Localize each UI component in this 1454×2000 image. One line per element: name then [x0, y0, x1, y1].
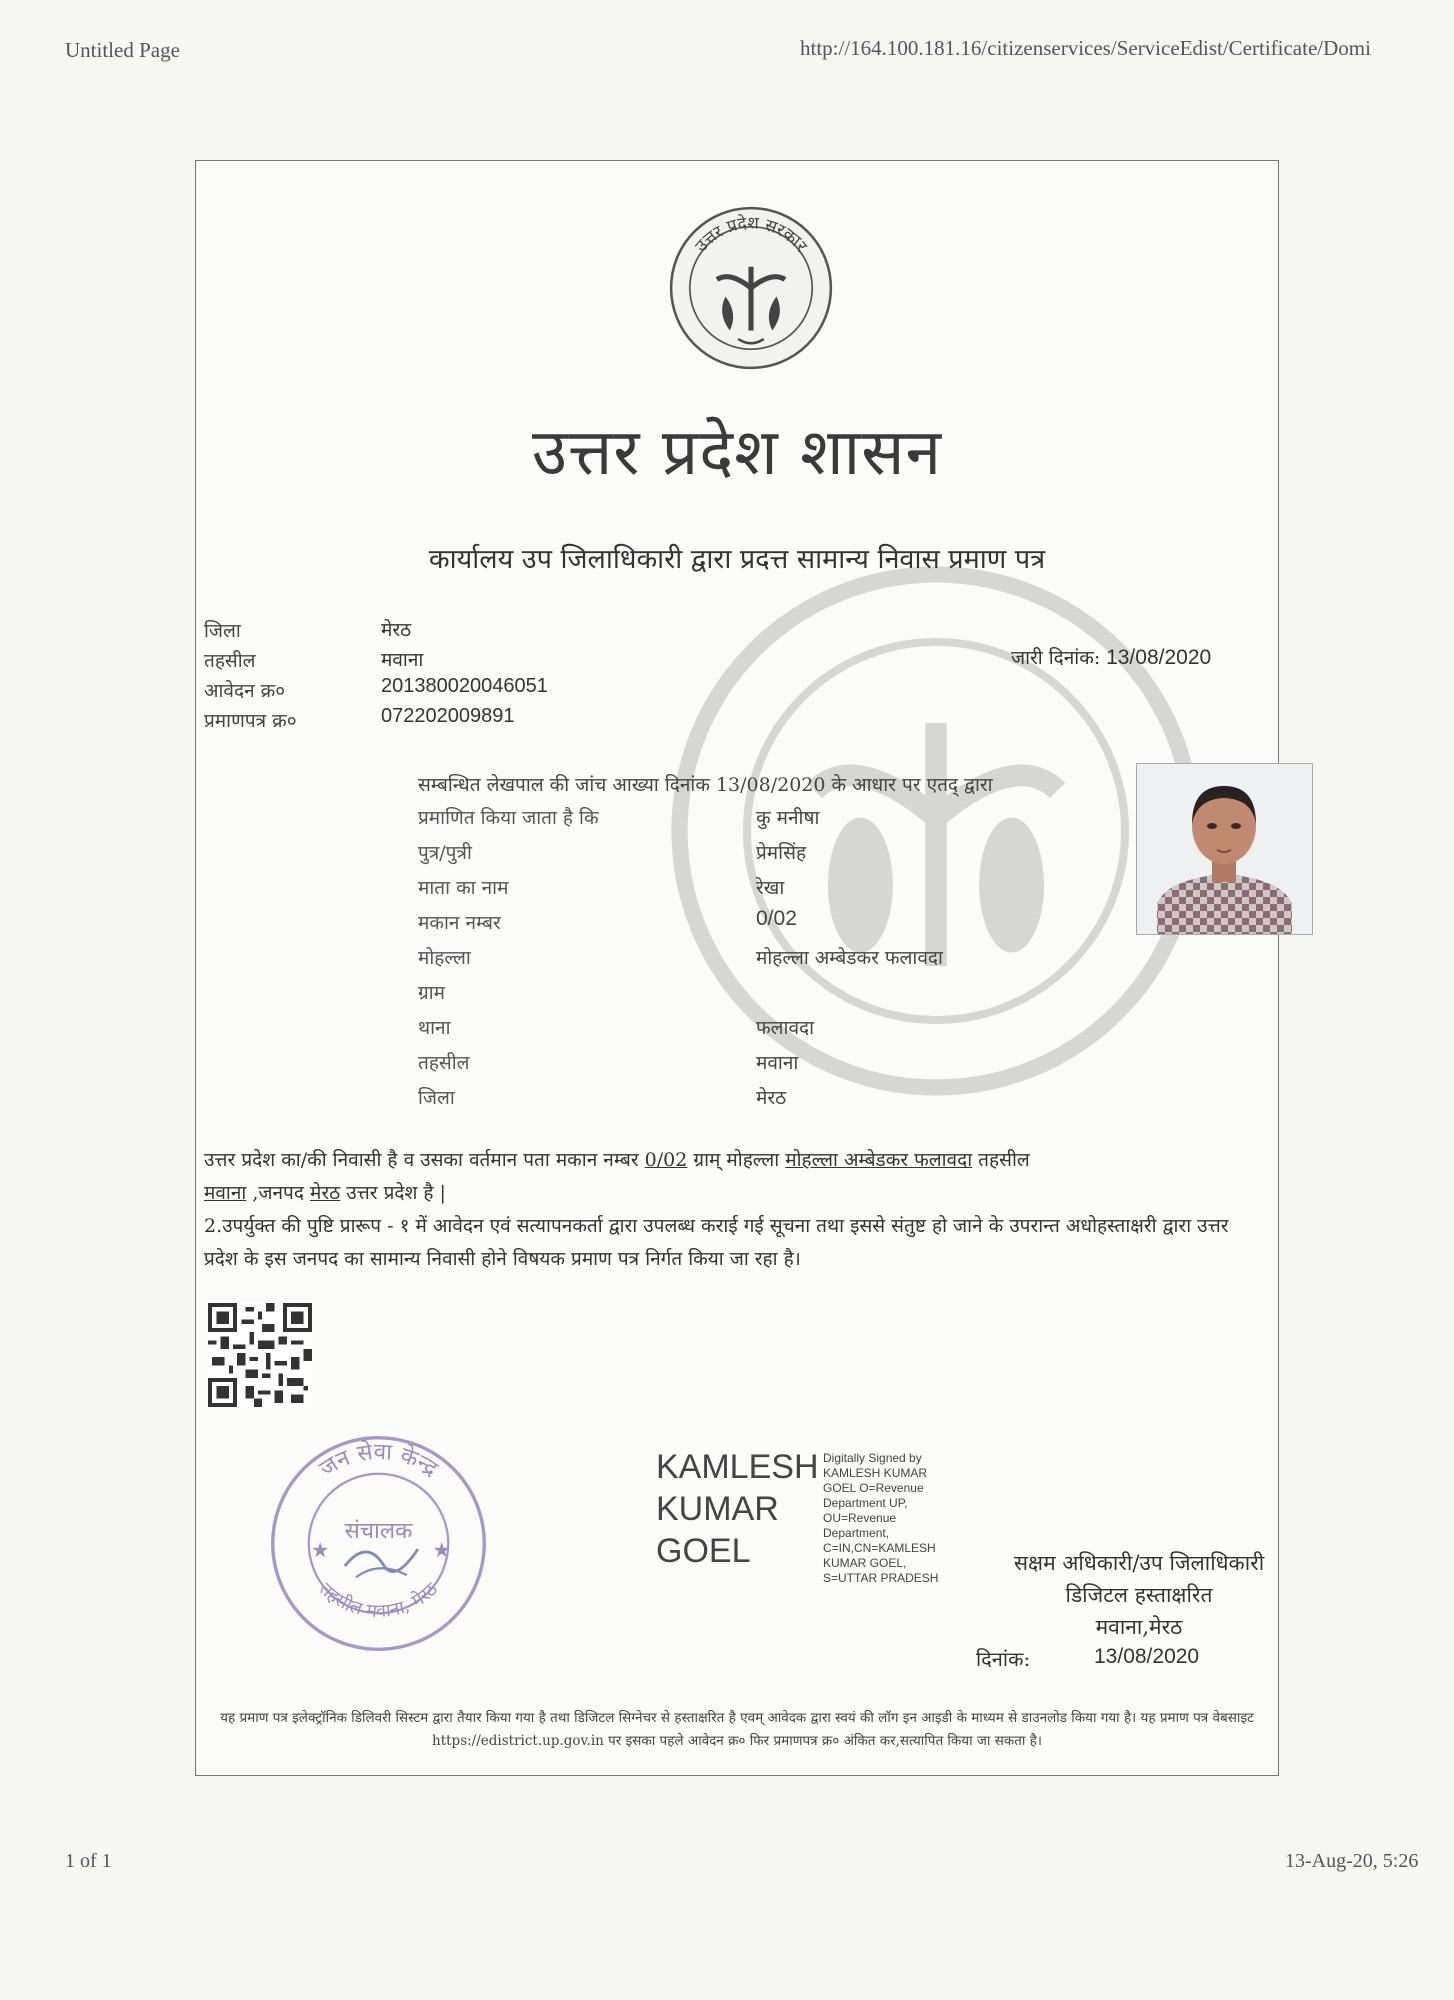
residence-house-no: 0/02: [644, 1149, 688, 1171]
certificate: [195, 160, 1279, 1776]
field-value-parent: प्रेमसिंह: [756, 842, 807, 864]
field-label-village: ग्राम: [418, 982, 445, 1004]
meta-label-district: जिला: [204, 620, 241, 642]
field-value-mohalla: मोहल्ला अम्बेडकर फलावदा: [756, 947, 943, 969]
sign-date-label: दिनांक:: [976, 1647, 1031, 1671]
field-label-district: जिला: [418, 1087, 455, 1109]
meta-label-application-no: आवेदन क्र०: [204, 680, 286, 702]
certificate-subtitle: कार्यालय उप जिलाधिकारी द्वारा प्रदत्त सामान्य निवास प्रमाण पत्र: [428, 544, 1046, 575]
signer-name-line-3: GOEL: [656, 1532, 751, 1570]
field-value-district: मेरठ: [756, 1087, 787, 1109]
svg-text:जन सेवा केन्द्र: जन सेवा केन्द्र: [314, 1438, 443, 1483]
signature-detail-line: C=IN,CN=KAMLESH: [823, 1541, 936, 1555]
meta-value-certificate-no: 072202009891: [381, 705, 515, 727]
signature-detail-line: KUMAR GOEL,: [823, 1556, 907, 1570]
digital-signature-details: [823, 1451, 963, 1586]
svg-text:★: ★: [432, 1538, 451, 1562]
print-page-title: Untitled Page: [65, 38, 180, 62]
residence-district: मेरठ: [309, 1182, 341, 1204]
meta-value-tehsil: मवाना: [381, 649, 424, 671]
field-label-parent: पुत्र/पुत्री: [418, 842, 472, 864]
meta-value-district: मेरठ: [381, 619, 412, 641]
issue-date-label: जारी दिनांक:: [1011, 647, 1101, 669]
field-value-house-no: 0/02: [756, 907, 797, 930]
field-value-name: कु मनीषा: [756, 807, 820, 829]
issue-date: [1011, 644, 1211, 670]
confirmation-statement: 2.उपर्युक्त की पुष्टि प्रारूप - १ में आवेदन एवं सत्यापनकर्ता द्वारा उपलब्ध कराई गई सूचना तथा इससे संतुष्ट हो जाने के उपरान्त अधोहस्ताक्षरी द्वारा उत्तर प्रदेश के इस जनपद का सामान्य निवासी होने विषयक प्रमाण पत्र निर्गत किया जा रहा है।: [204, 1215, 1229, 1270]
svg-text:उत्तर प्रदेश सरकार: उत्तर प्रदेश सरकार: [691, 213, 811, 257]
residence-tehsil: मवाना: [204, 1182, 247, 1204]
field-value-police-station: फलावदा: [756, 1017, 815, 1039]
residence-text-4: ,जनपद: [246, 1182, 310, 1204]
svg-text:संचालक: संचालक: [344, 1517, 413, 1544]
residence-text-3: तहसील: [972, 1149, 1030, 1171]
field-label-police-station: थाना: [418, 1017, 451, 1039]
qr-code-icon: [208, 1303, 312, 1407]
field-label-mother: माता का नाम: [418, 877, 509, 899]
meta-label-certificate-no: प्रमाणपत्र क्र०: [204, 710, 297, 732]
residence-statement: [204, 1144, 1264, 1210]
field-label-house-no: मकान नम्बर: [418, 912, 501, 934]
authority-designation: सक्षम अधिकारी/उप जिलाधिकारी: [1013, 1551, 1265, 1575]
digital-signer-name: [656, 1446, 819, 1572]
residence-mohalla: मोहल्ला अम्बेडकर फलावदा: [785, 1149, 973, 1171]
meta-value-application-no: 201380020046051: [381, 675, 548, 697]
signature-detail-line: KAMLESH KUMAR: [823, 1466, 928, 1480]
print-timestamp: 13-Aug-20, 5:26: [1285, 1850, 1419, 1872]
issue-date-value: 13/08/2020: [1106, 646, 1212, 669]
applicant-photo: [1136, 763, 1313, 935]
residence-text-1: उत्तर प्रदेश का/की निवासी है व उसका वर्तमान पता मकान नम्बर: [204, 1149, 645, 1171]
svg-text:★: ★: [311, 1538, 330, 1562]
residence-text-2: ग्राम् मोहल्ला: [687, 1149, 786, 1171]
signer-name-line-2: KUMAR: [656, 1490, 779, 1528]
svg-text:तहसील मवाना, मेरठ: तहसील मवाना, मेरठ: [314, 1578, 443, 1623]
print-url: http://164.100.181.16/citizenservices/ServiceEdist/Certificate/Domi: [800, 36, 1371, 60]
meta-label-tehsil: तहसील: [204, 650, 256, 672]
signature-detail-line: Department,: [823, 1526, 890, 1540]
sign-date-value: 13/08/2020: [1094, 1645, 1200, 1668]
signature-detail-line: GOEL O=Revenue: [823, 1481, 924, 1495]
authority-location: मवाना,मेरठ: [1095, 1615, 1183, 1639]
field-label-mohalla: मोहल्ला: [418, 947, 471, 969]
jan-seva-kendra-stamp: [266, 1431, 491, 1656]
authority-digital-signed: डिजिटल हस्ताक्षरित: [1065, 1583, 1213, 1607]
up-emblem-icon: [666, 203, 836, 373]
field-value-mother: रेखा: [756, 877, 785, 899]
signer-name-line-1: KAMLESH: [656, 1448, 819, 1486]
field-label-name: प्रमाणित किया जाता है कि: [418, 807, 599, 829]
signature-detail-line: Digitally Signed by: [823, 1451, 922, 1465]
signature-detail-line: OU=Revenue: [823, 1511, 897, 1525]
verification-intro: सम्बन्धित लेखपाल की जांच आख्या दिनांक 13/08/2020 के आधार पर एतद् द्वारा: [418, 774, 993, 796]
field-label-tehsil: तहसील: [418, 1052, 470, 1074]
print-page-count: 1 of 1: [65, 1850, 112, 1872]
residence-text-5: उत्तर प्रदेश है |: [340, 1182, 446, 1204]
verification-footnote: यह प्रमाण पत्र इलेक्ट्रॉनिक डिलिवरी सिस्टम द्वारा तैयार किया गया है तथा डिजिटल सिग्नेचर से हस्ताक्षरित है एवम् आवेदक द्वारा स्वयं की लॉग इन आइडी के माध्यम से डाउनलोड किया गया है। यह प्रमाण पत्र वेबसाइट https://edistrict.up.gov.in पर इसका पहले आवेदन क्र० फिर प्रमाणपत्र क्र० अंकित कर,सत्यापित किया जा सकता है।: [220, 1710, 1254, 1749]
signature-detail-line: Department UP,: [823, 1496, 908, 1510]
field-value-tehsil: मवाना: [756, 1052, 799, 1074]
watermark-emblem: [666, 561, 1206, 1101]
signature-detail-line: S=UTTAR PRADESH: [823, 1571, 939, 1585]
certificate-title: उत्तर प्रदेश शासन: [532, 416, 942, 490]
